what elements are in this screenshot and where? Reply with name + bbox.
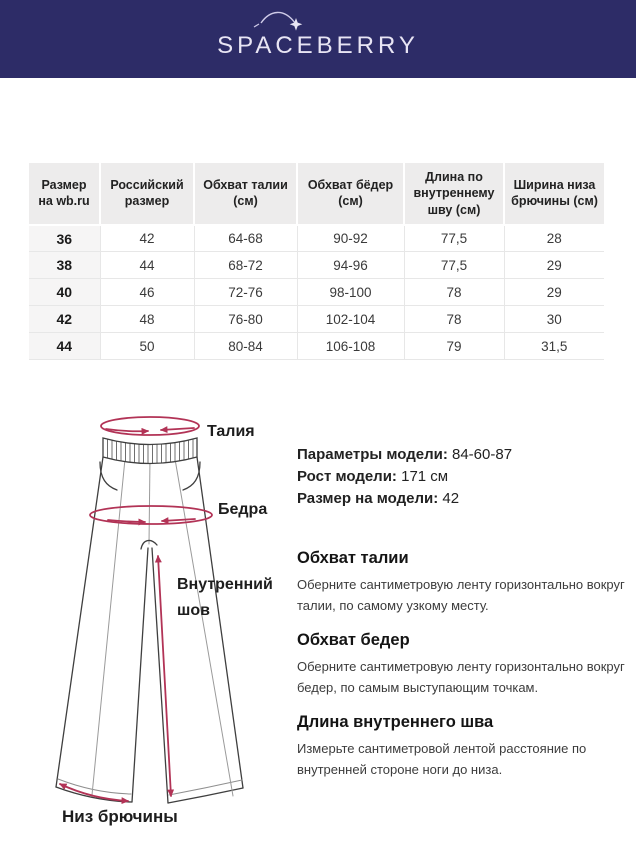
cell-wb-size: 44	[29, 333, 100, 360]
guide-section-hips	[297, 630, 627, 698]
brand-logo: SPACEBERRY	[217, 32, 419, 59]
cell-waist: 68-72	[194, 252, 297, 279]
model-size-label: Размер на модели:	[297, 490, 439, 507]
info-column	[297, 444, 627, 794]
cell-wb-size: 38	[29, 252, 100, 279]
cell-waist: 64-68	[194, 225, 297, 252]
cell-hips: 106-108	[297, 333, 404, 360]
cell-ru-size: 46	[100, 279, 194, 306]
cell-hips: 90-92	[297, 225, 404, 252]
guide-section-inseam	[297, 712, 627, 780]
cell-inseam: 77,5	[404, 252, 504, 279]
cell-hips: 102-104	[297, 306, 404, 333]
col-header-wb-size: Размер на wb.ru	[29, 163, 100, 225]
cell-waist: 72-76	[194, 279, 297, 306]
cell-inseam: 78	[404, 306, 504, 333]
guide-title: Обхват талии	[297, 549, 409, 567]
model-params-label: Параметры модели:	[297, 446, 448, 463]
brand-header	[0, 0, 636, 78]
cell-hips: 94-96	[297, 252, 404, 279]
inseam-label-line1: Внутренний	[177, 576, 273, 593]
cell-leg-width: 30	[504, 306, 604, 333]
table-row	[29, 225, 604, 252]
cell-wb-size: 40	[29, 279, 100, 306]
col-header-ru-size: Российский размер	[100, 163, 194, 225]
guide-section-waist	[297, 548, 627, 616]
model-size-line	[297, 488, 627, 510]
guide-text: Оберните сантиметровую ленту горизонтально вокруг талии, по самому узкому месту.	[297, 577, 625, 613]
table-row	[29, 333, 604, 360]
cell-ru-size: 44	[100, 252, 194, 279]
cell-inseam: 78	[404, 279, 504, 306]
cell-ru-size: 50	[100, 333, 194, 360]
size-table-header-row	[29, 163, 604, 225]
col-header-waist: Обхват талии (см)	[194, 163, 297, 225]
cell-wb-size: 36	[29, 225, 100, 252]
hem-arrow	[60, 784, 128, 801]
cell-waist: 80-84	[194, 333, 297, 360]
cell-hips: 98-100	[297, 279, 404, 306]
guide-text: Оберните сантиметровую ленту горизонтально вокруг бедер, по самым выступающим точкам.	[297, 659, 625, 695]
cell-leg-width: 31,5	[504, 333, 604, 360]
hem-label: Низ брючины	[62, 807, 178, 826]
cell-ru-size: 48	[100, 306, 194, 333]
hips-label: Бедра	[218, 501, 268, 518]
guide-title: Обхват бедер	[297, 631, 410, 649]
model-height-value: 171 см	[401, 468, 449, 485]
cell-inseam: 77,5	[404, 225, 504, 252]
measure-guide	[297, 548, 627, 780]
col-header-leg-width: Ширина низа брючины (см)	[504, 163, 604, 225]
cell-leg-width: 29	[504, 252, 604, 279]
model-params-value: 84-60-87	[452, 446, 513, 463]
guide-title: Длина внутреннего шва	[297, 713, 494, 731]
cell-ru-size: 42	[100, 225, 194, 252]
cell-inseam: 79	[404, 333, 504, 360]
table-row	[29, 252, 604, 279]
guide-text: Измерьте сантиметровой лентой расстояние по внутренней стороне ноги до низа.	[297, 741, 587, 777]
pants-outline	[56, 438, 243, 803]
model-params-line	[297, 444, 627, 466]
model-height-line	[297, 466, 627, 488]
inseam-label-line2: шов	[177, 602, 210, 619]
pants-measurement-diagram	[30, 398, 290, 828]
size-table	[29, 163, 604, 360]
col-header-inseam: Длина по внутреннему шву (см)	[404, 163, 504, 225]
cell-waist: 76-80	[194, 306, 297, 333]
waist-label: Талия	[207, 423, 255, 440]
table-row	[29, 279, 604, 306]
hips-ellipse	[90, 506, 212, 524]
waist-ellipse	[101, 417, 199, 435]
cell-wb-size: 42	[29, 306, 100, 333]
model-size-value: 42	[442, 490, 460, 507]
model-height-label: Рост модели:	[297, 468, 397, 485]
cell-leg-width: 28	[504, 225, 604, 252]
cell-leg-width: 29	[504, 279, 604, 306]
table-row	[29, 306, 604, 333]
col-header-hips: Обхват бёдер (см)	[297, 163, 404, 225]
